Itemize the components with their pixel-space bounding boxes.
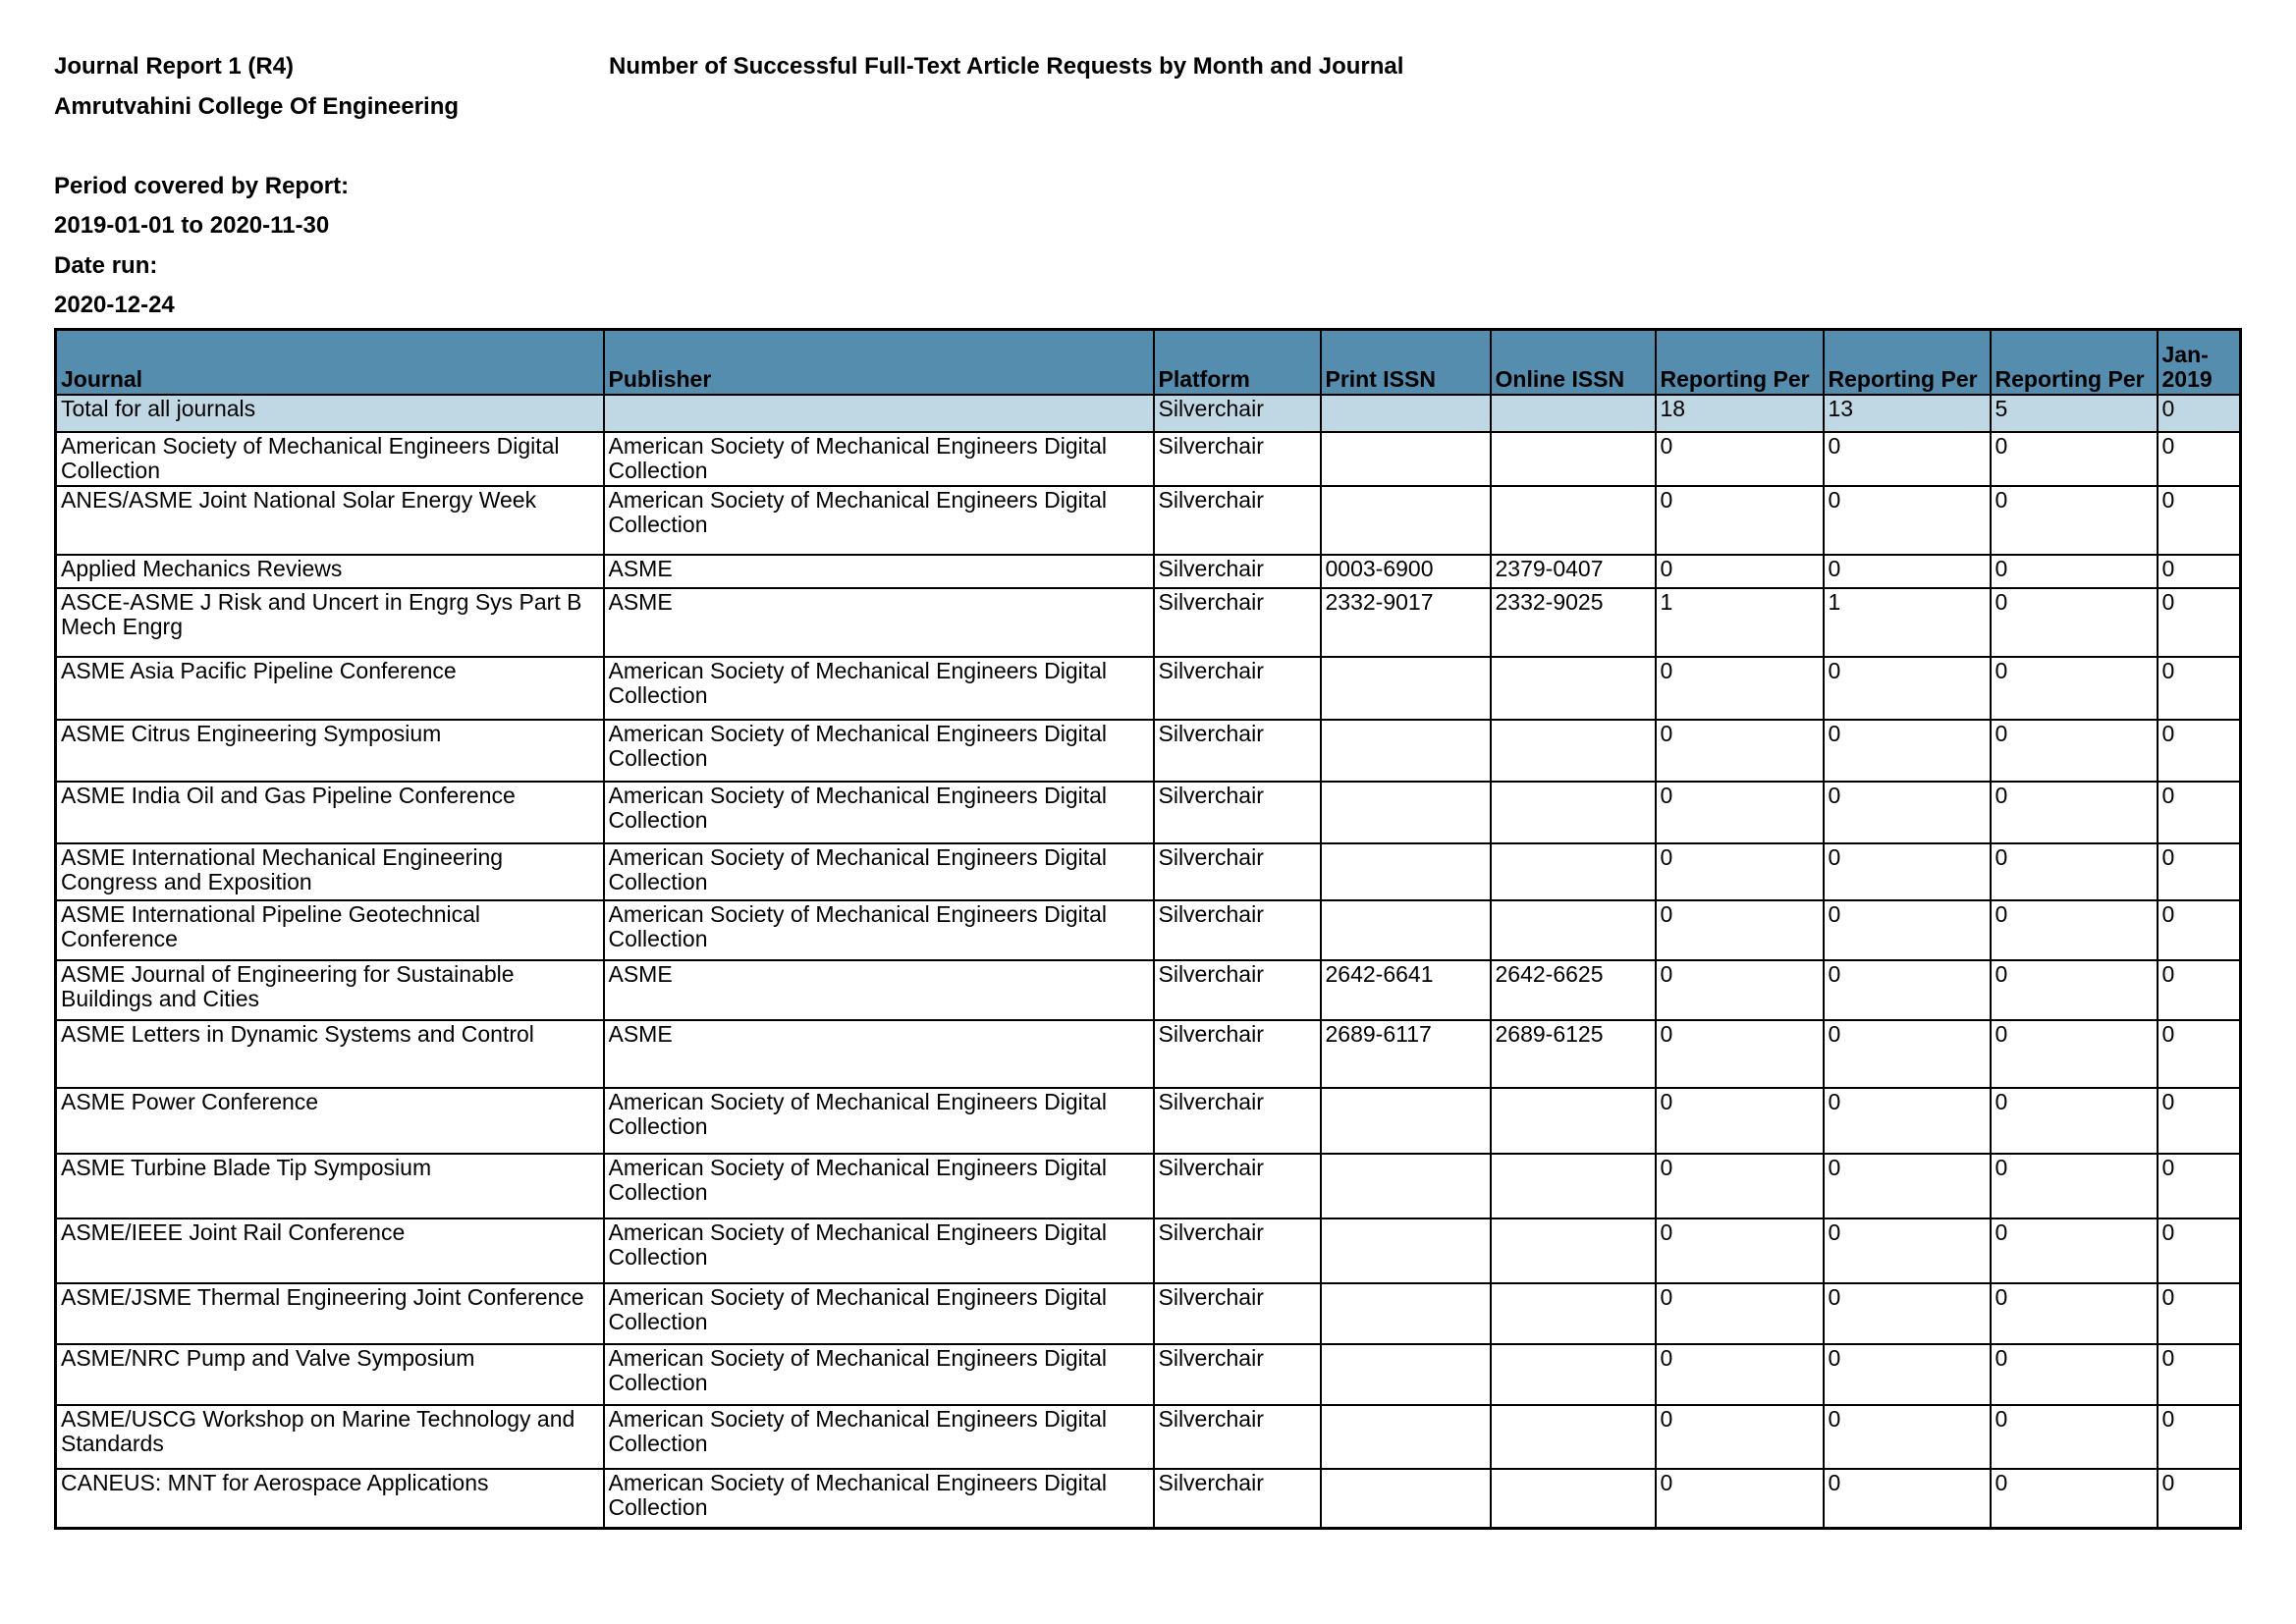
column-header-platform: Platform [1154, 330, 1321, 395]
table-cell [1321, 843, 1491, 900]
table-cell: American Society of Mechanical Engineers Digital Collection [604, 1218, 1154, 1283]
table-cell: ASME Letters in Dynamic Systems and Control [56, 1020, 604, 1088]
table-cell: ASME Journal of Engineering for Sustainable Buildings and Cities [56, 960, 604, 1020]
table-row [56, 1344, 2241, 1405]
table-cell [1491, 782, 1656, 843]
table-cell: 0 [2158, 1283, 2241, 1344]
table-cell: 0 [1656, 900, 1824, 960]
table-row [56, 843, 2241, 900]
table-cell: 2379-0407 [1491, 555, 1656, 588]
table-cell: Silverchair [1154, 1405, 1321, 1469]
table-cell: 0 [1824, 486, 1991, 555]
table-cell: Silverchair [1154, 1020, 1321, 1088]
table-cell: 0 [1656, 720, 1824, 782]
table-cell: 0 [1824, 1020, 1991, 1088]
table-cell [1491, 900, 1656, 960]
table-cell: 0 [1991, 588, 2158, 657]
table-cell: 0 [1991, 657, 2158, 720]
table-cell: American Society of Mechanical Engineers Digital Collection [56, 432, 604, 486]
table-cell: 2642-6625 [1491, 960, 1656, 1020]
table-cell: 0 [2158, 657, 2241, 720]
table-cell: ASME [604, 555, 1154, 588]
table-cell: 0 [1991, 1344, 2158, 1405]
table-cell: 0 [1991, 1283, 2158, 1344]
table-cell: 0 [2158, 960, 2241, 1020]
table-cell [1491, 1344, 1656, 1405]
table-cell: 0 [2158, 1344, 2241, 1405]
table-cell [1321, 1405, 1491, 1469]
table-row [56, 1154, 2241, 1218]
table-cell: 0 [1824, 1405, 1991, 1469]
table-cell: American Society of Mechanical Engineers Digital Collection [604, 1344, 1154, 1405]
table-cell: American Society of Mechanical Engineers Digital Collection [604, 782, 1154, 843]
table-cell: 0 [2158, 432, 2241, 486]
table-cell [1321, 1344, 1491, 1405]
table-cell [1321, 720, 1491, 782]
table-cell [604, 395, 1154, 432]
table-cell: 0 [1824, 843, 1991, 900]
table-cell: 0 [2158, 720, 2241, 782]
table-cell: 0 [1656, 1088, 1824, 1154]
table-cell: 2332-9017 [1321, 588, 1491, 657]
table-cell: ASCE-ASME J Risk and Uncert in Engrg Sys Part B Mech Engrg [56, 588, 604, 657]
table-cell [1321, 657, 1491, 720]
table-cell: ASME International Pipeline Geotechnical Conference [56, 900, 604, 960]
column-header-journal: Journal [56, 330, 604, 395]
table-cell: ASME Power Conference [56, 1088, 604, 1154]
table-cell: Silverchair [1154, 432, 1321, 486]
table-cell [1491, 395, 1656, 432]
table-header [56, 330, 2241, 395]
table-cell [1491, 720, 1656, 782]
table-cell [1321, 1154, 1491, 1218]
column-header-online-issn: Online ISSN [1491, 330, 1656, 395]
table-cell [1491, 1154, 1656, 1218]
table-cell: 2332-9025 [1491, 588, 1656, 657]
table-cell [1321, 432, 1491, 486]
table-cell: American Society of Mechanical Engineers Digital Collection [604, 1405, 1154, 1469]
table-cell: 0 [1656, 960, 1824, 1020]
column-header-reporting-period-1: Reporting Per [1656, 330, 1824, 395]
table-cell: Silverchair [1154, 1088, 1321, 1154]
table-cell: 0 [1656, 1154, 1824, 1218]
table-cell: 0 [1991, 486, 2158, 555]
table-row [56, 432, 2241, 486]
table-cell: 0 [1824, 657, 1991, 720]
table-cell: 0 [1656, 1344, 1824, 1405]
table-cell [1491, 657, 1656, 720]
table-row [56, 1405, 2241, 1469]
column-header-jan-2019: Jan-2019 [2158, 330, 2241, 395]
table-cell: 0 [1656, 782, 1824, 843]
table-row [56, 782, 2241, 843]
table-cell: Silverchair [1154, 395, 1321, 432]
table-row [56, 486, 2241, 555]
table-cell: 0 [1991, 960, 2158, 1020]
table-cell: 0 [1656, 555, 1824, 588]
table-cell: ASME Turbine Blade Tip Symposium [56, 1154, 604, 1218]
table-row [56, 1218, 2241, 1283]
report-title: Journal Report 1 (R4) [54, 53, 295, 80]
table-cell: American Society of Mechanical Engineers Digital Collection [604, 1283, 1154, 1344]
table-cell: ASME International Mechanical Engineering Congress and Exposition [56, 843, 604, 900]
table-cell: Silverchair [1154, 1283, 1321, 1344]
table-cell: ASME/JSME Thermal Engineering Joint Conference [56, 1283, 604, 1344]
table-row [56, 1020, 2241, 1088]
table-row [56, 657, 2241, 720]
table-cell: Silverchair [1154, 1469, 1321, 1529]
column-header-reporting-period-2: Reporting Per [1824, 330, 1991, 395]
table-cell: 0 [1824, 432, 1991, 486]
column-header-reporting-period-3: Reporting Per [1991, 330, 2158, 395]
table-cell: American Society of Mechanical Engineers Digital Collection [604, 1088, 1154, 1154]
table-cell: 0 [1991, 1218, 2158, 1283]
table-cell: Silverchair [1154, 1218, 1321, 1283]
table-cell: 0 [2158, 843, 2241, 900]
table-cell: 0 [1656, 486, 1824, 555]
table-cell: Silverchair [1154, 588, 1321, 657]
table-cell [1321, 486, 1491, 555]
table-cell [1321, 782, 1491, 843]
table-cell [1491, 1088, 1656, 1154]
table-cell: ASME Asia Pacific Pipeline Conference [56, 657, 604, 720]
table-cell: 0 [1824, 555, 1991, 588]
table-row [56, 1283, 2241, 1344]
table-cell: 0 [2158, 555, 2241, 588]
table-cell: 0 [1824, 1088, 1991, 1154]
table-cell: 5 [1991, 395, 2158, 432]
table-cell: 0 [1991, 432, 2158, 486]
table-cell: 0 [2158, 1218, 2241, 1283]
table-cell: 2689-6125 [1491, 1020, 1656, 1088]
table-cell: 13 [1824, 395, 1991, 432]
table-cell [1321, 1283, 1491, 1344]
table-cell: American Society of Mechanical Engineers Digital Collection [604, 1469, 1154, 1529]
table-cell: Silverchair [1154, 1344, 1321, 1405]
table-cell: 0 [1656, 1283, 1824, 1344]
table-row [56, 900, 2241, 960]
table-cell [1491, 1283, 1656, 1344]
table-cell: 0 [1824, 1344, 1991, 1405]
table-cell: 0 [1991, 900, 2158, 960]
table-cell: 0 [1991, 1154, 2158, 1218]
table-cell: 0 [1991, 720, 2158, 782]
table-cell: 0 [2158, 1405, 2241, 1469]
table-cell: 2689-6117 [1321, 1020, 1491, 1088]
table-cell: 0 [1824, 782, 1991, 843]
table-cell: 0 [2158, 900, 2241, 960]
table-cell: ASME [604, 960, 1154, 1020]
table-cell: 0 [1656, 1020, 1824, 1088]
table-cell: 0 [2158, 395, 2241, 432]
table-cell: American Society of Mechanical Engineers Digital Collection [604, 720, 1154, 782]
table-cell: CANEUS: MNT for Aerospace Applications [56, 1469, 604, 1529]
table-row [56, 960, 2241, 1020]
table-cell: 0003-6900 [1321, 555, 1491, 588]
table-cell: 0 [1824, 1218, 1991, 1283]
table-cell [1491, 432, 1656, 486]
table-cell: ASME/IEEE Joint Rail Conference [56, 1218, 604, 1283]
table-cell: 18 [1656, 395, 1824, 432]
table-cell: American Society of Mechanical Engineers Digital Collection [604, 657, 1154, 720]
table-cell: 0 [1824, 1283, 1991, 1344]
table-cell [1321, 395, 1491, 432]
table-cell: ASME [604, 1020, 1154, 1088]
table-cell: American Society of Mechanical Engineers Digital Collection [604, 486, 1154, 555]
table-cell: 0 [1824, 900, 1991, 960]
table-cell: 0 [2158, 486, 2241, 555]
table-cell: Applied Mechanics Reviews [56, 555, 604, 588]
table-cell: Silverchair [1154, 782, 1321, 843]
table-cell [1321, 1088, 1491, 1154]
table-cell: 0 [1824, 1469, 1991, 1529]
table-cell: 0 [1991, 843, 2158, 900]
table-cell: 0 [1656, 657, 1824, 720]
column-header-publisher: Publisher [604, 330, 1154, 395]
report-main-title: Number of Successful Full-Text Article Requests by Month and Journal [609, 53, 1404, 80]
table-cell: 0 [2158, 1469, 2241, 1529]
table-cell: 0 [1656, 432, 1824, 486]
header-row [56, 330, 2241, 395]
total-row [56, 395, 2241, 432]
table-cell: 2642-6641 [1321, 960, 1491, 1020]
table-cell [1321, 900, 1491, 960]
table-cell: 0 [1991, 1405, 2158, 1469]
table-cell: American Society of Mechanical Engineers Digital Collection [604, 900, 1154, 960]
table-row [56, 1088, 2241, 1154]
table-cell: ASME/NRC Pump and Valve Symposium [56, 1344, 604, 1405]
table-cell: American Society of Mechanical Engineers Digital Collection [604, 432, 1154, 486]
table-cell [1491, 486, 1656, 555]
table-cell: 0 [1991, 1469, 2158, 1529]
date-run-label: Date run: [54, 252, 158, 279]
table-row [56, 588, 2241, 657]
institution-name: Amrutvahini College Of Engineering [54, 93, 460, 120]
table-cell: 0 [2158, 1020, 2241, 1088]
table-cell: 0 [1991, 782, 2158, 843]
table-cell: ANES/ASME Joint National Solar Energy Week [56, 486, 604, 555]
table-cell: 0 [2158, 1088, 2241, 1154]
table-cell: Silverchair [1154, 900, 1321, 960]
table-cell: 0 [2158, 782, 2241, 843]
table-row [56, 720, 2241, 782]
table-cell: 0 [1656, 1218, 1824, 1283]
table-cell: 1 [1656, 588, 1824, 657]
table-cell [1491, 1218, 1656, 1283]
table-cell: American Society of Mechanical Engineers Digital Collection [604, 1154, 1154, 1218]
table-cell: 0 [1991, 555, 2158, 588]
table-cell: American Society of Mechanical Engineers Digital Collection [604, 843, 1154, 900]
table-cell: Silverchair [1154, 657, 1321, 720]
table-cell: Silverchair [1154, 960, 1321, 1020]
table-cell: 0 [2158, 1154, 2241, 1218]
date-run-value: 2020-12-24 [54, 292, 175, 318]
table-cell: 0 [1824, 1154, 1991, 1218]
table-cell [1321, 1218, 1491, 1283]
table-cell: ASME Citrus Engineering Symposium [56, 720, 604, 782]
table-cell: 1 [1824, 588, 1991, 657]
table-cell: ASME/USCG Workshop on Marine Technology and Standards [56, 1405, 604, 1469]
column-header-print-issn: Print ISSN [1321, 330, 1491, 395]
table-cell [1321, 1469, 1491, 1529]
table-cell: Silverchair [1154, 1154, 1321, 1218]
table-cell: Silverchair [1154, 720, 1321, 782]
table-row [56, 555, 2241, 588]
table-body [56, 395, 2241, 1529]
table-cell: 0 [1991, 1088, 2158, 1154]
period-covered-value: 2019-01-01 to 2020-11-30 [54, 212, 330, 239]
table-cell [1491, 1469, 1656, 1529]
table-cell: 0 [1656, 1469, 1824, 1529]
table-cell: Total for all journals [56, 395, 604, 432]
table-cell [1491, 1405, 1656, 1469]
table-cell: Silverchair [1154, 843, 1321, 900]
table-cell [1491, 843, 1656, 900]
table-cell: 0 [1991, 1020, 2158, 1088]
table-cell: 0 [2158, 588, 2241, 657]
table-cell: ASME India Oil and Gas Pipeline Conference [56, 782, 604, 843]
table-cell: 0 [1656, 1405, 1824, 1469]
table-cell: Silverchair [1154, 555, 1321, 588]
table-cell: ASME [604, 588, 1154, 657]
period-covered-label: Period covered by Report: [54, 173, 350, 199]
table-row [56, 1469, 2241, 1529]
table-cell: 0 [1824, 720, 1991, 782]
table-cell: 0 [1824, 960, 1991, 1020]
table-cell: Silverchair [1154, 486, 1321, 555]
table-cell: 0 [1656, 843, 1824, 900]
journal-report-table [54, 328, 2242, 1530]
